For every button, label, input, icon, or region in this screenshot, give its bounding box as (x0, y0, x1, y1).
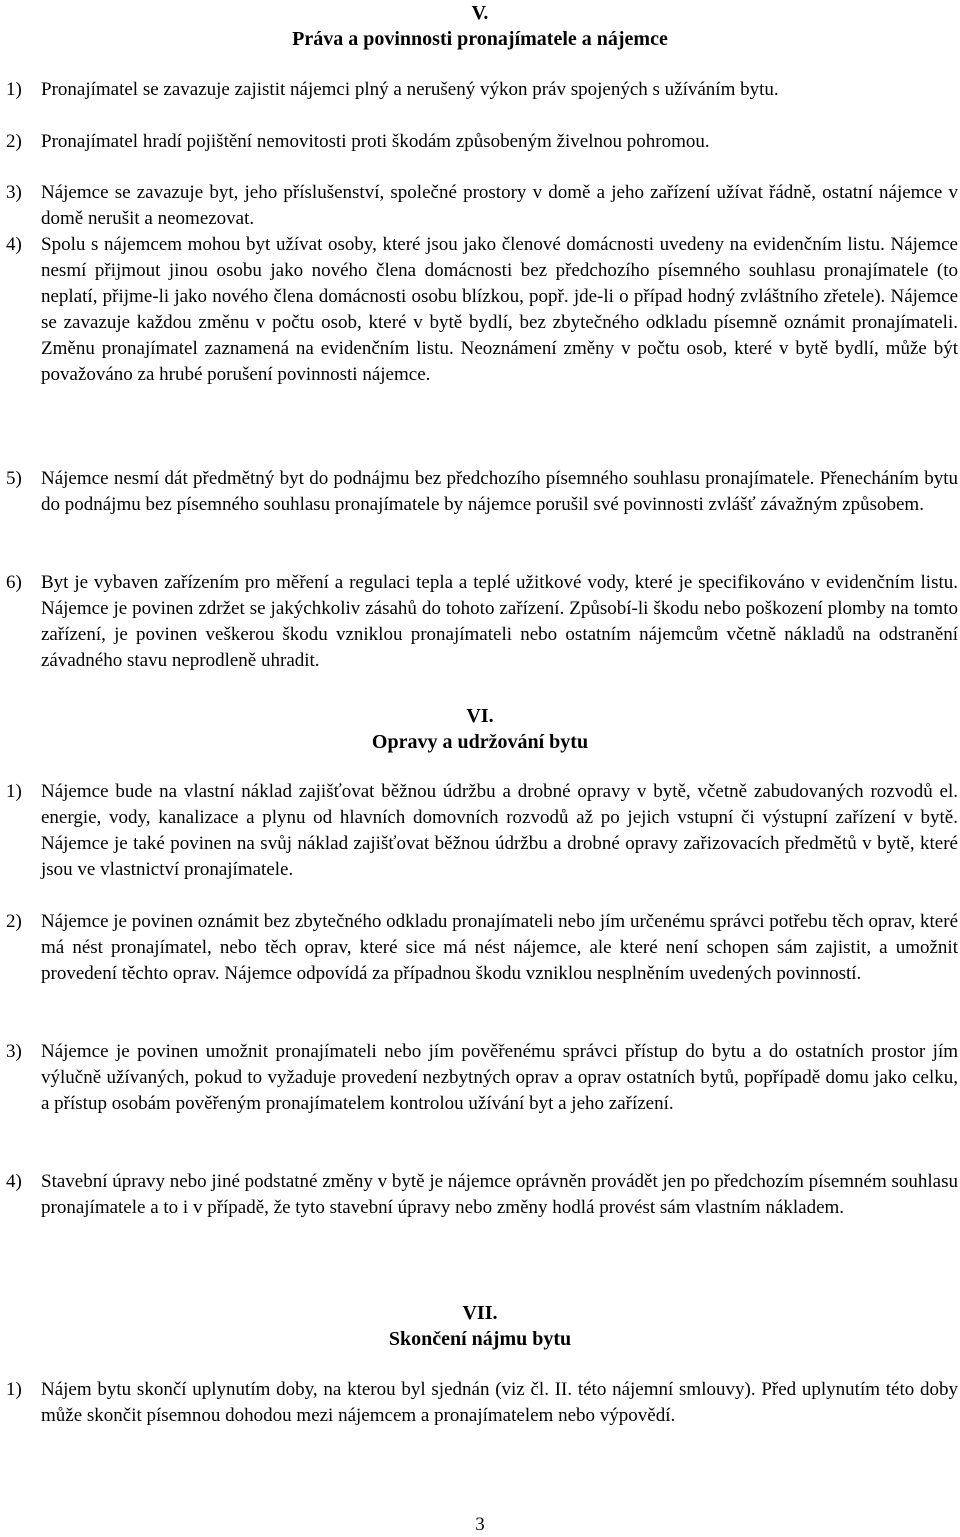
list-item (6, 77, 958, 103)
section-title: Opravy a udržování bytu (371, 731, 589, 753)
item-text: Nájemce se zavazuje byt, jeho příslušenství, společné prostory v domě a jeho zařízení užívat řádně, ostatní nájemce v domě nerušit a neomezovat. (41, 182, 958, 229)
item-number: 6) (6, 572, 22, 593)
item-number: 1) (6, 79, 22, 100)
list-item (6, 1377, 958, 1429)
list-item (6, 570, 958, 674)
item-text: Stavební úpravy nebo jiné podstatné změny v bytě je nájemce oprávněn provádět jen po předchozím písemném souhlasu pronajímatele a to i v případě, že tyto stavební úpravy nebo změny hodlá provést sám vlastním nákladem. (41, 1171, 959, 1218)
item-text: Byt je vybaven zařízením pro měření a regulaci tepla a teplé užitkové vody, které je specifikováno v evidenčním listu. Nájemce je povinen zdržet se jakýchkoliv zásahů do tohoto zařízení. Způsobí-li škodu nebo poškození plomby na tomto zařízení, je povinen veškerou škodu vzniklou pronajímateli nebo ostatním nájemcům včetně nákladů na odstranění závadného stavu neprodleně uhradit. (41, 572, 958, 671)
item-text: Spolu s nájemcem mohou byt užívat osoby, které jsou jako členové domácnosti uvedeny na evidenčním listu. Nájemce nesmí přijmout jinou osobu jako nového člena domácnosti bez předchozího písemného souhlasu pronajímatele (to neplatí, přijme-li jako nového člena domácnosti osobu blízkou, popř. jde-li o případ hodný zvláštního zřetele). Nájemce se zavazuje každou změnu v počtu osob, které v bytě bydlí, bez zbytečného odkladu písemně oznámit pronajímateli. Změnu pronajímatel zaznamená na evidenčním listu. Neoznámení změny v počtu osob, které v bytě bydlí, může být považováno za hrubé porušení povinnosti nájemce. (41, 234, 958, 385)
list-item (6, 180, 958, 232)
item-text: Nájem bytu skončí uplynutím doby, na kterou byl sjednán (viz čl. II. této nájemní smlouvy). Před uplynutím této doby může skončit písemnou dohodou mezi nájemcem a pronajímatelem nebo výpovědí. (41, 1379, 958, 1426)
list-item (6, 129, 958, 155)
item-text: Nájemce nesmí dát předmětný byt do podnájmu bez předchozího písemného souhlasu pronajímatele. Přenecháním bytu do podnájmu bez písemného souhlasu pronajímatele by nájemce porušil své povinnosti zvlášť závažným způsobem. (41, 468, 958, 515)
item-number: 2) (6, 911, 22, 932)
item-number: 3) (6, 182, 22, 203)
list-item (6, 232, 958, 388)
item-text: Nájemce je povinen oznámit bez zbytečného odkladu pronajímateli nebo jím určenému správci potřebu těch oprav, které má nést pronajímatel, nebo těch oprav, které sice má nést nájemce, ale které není schopen sám zajistit, a umožnit provedení těchto oprav. Nájemce odpovídá za případnou škodu vzniklou nesplněním uvedených povinností. (41, 911, 958, 984)
item-text: Pronajímatel hradí pojištění nemovitosti proti škodám způsobeným živelnou pohromou. (41, 131, 710, 152)
section-title: Skončení nájmu bytu (388, 1328, 572, 1350)
item-text: Pronajímatel se zavazuje zajistit nájemci plný a nerušený výkon práv spojených s užíváním bytu. (41, 79, 779, 100)
item-text: Nájemce bude na vlastní náklad zajišťovat běžnou údržbu a drobné opravy v bytě, včetně zabudovaných rozvodů el. energie, vody, kanalizace a plynu od hlavních domovních rozvodů až po jejich vstupní či výstupní zařízení v bytě. Nájemce je také povinen na svůj náklad zajišťovat běžnou údržbu a drobné opravy zařizovacích předmětů v bytě, které jsou ve vlastnictví pronajímatele. (41, 781, 958, 880)
section-number: V. (471, 2, 489, 24)
item-number: 1) (6, 1379, 22, 1400)
list-item (6, 779, 958, 883)
item-number: 4) (6, 1171, 22, 1192)
item-number: 1) (6, 781, 22, 802)
list-item (6, 466, 958, 518)
section-title: Práva a povinnosti pronajímatele a nájemce (292, 28, 668, 50)
item-number: 4) (6, 234, 22, 255)
item-number: 2) (6, 131, 22, 152)
list-item (6, 1169, 958, 1221)
item-number: 5) (6, 468, 22, 489)
section-number: VI. (466, 705, 494, 727)
section-number: VII. (462, 1302, 498, 1324)
page-number: 3 (475, 1514, 485, 1535)
item-text: Nájemce je povinen umožnit pronajímateli nebo jím pověřenému správci přístup do bytu a do ostatních prostor jím výlučně užívaných, pokud to vyžaduje provedení nezbytných oprav a oprav ostatních bytů, popřípadě domu jako celku, a přístup osobám pověřeným pronajímatelem kontrolou užívání byt a jeho zařízení. (41, 1041, 958, 1114)
list-item (6, 1039, 958, 1117)
item-number: 3) (6, 1041, 22, 1062)
list-item (6, 909, 958, 987)
